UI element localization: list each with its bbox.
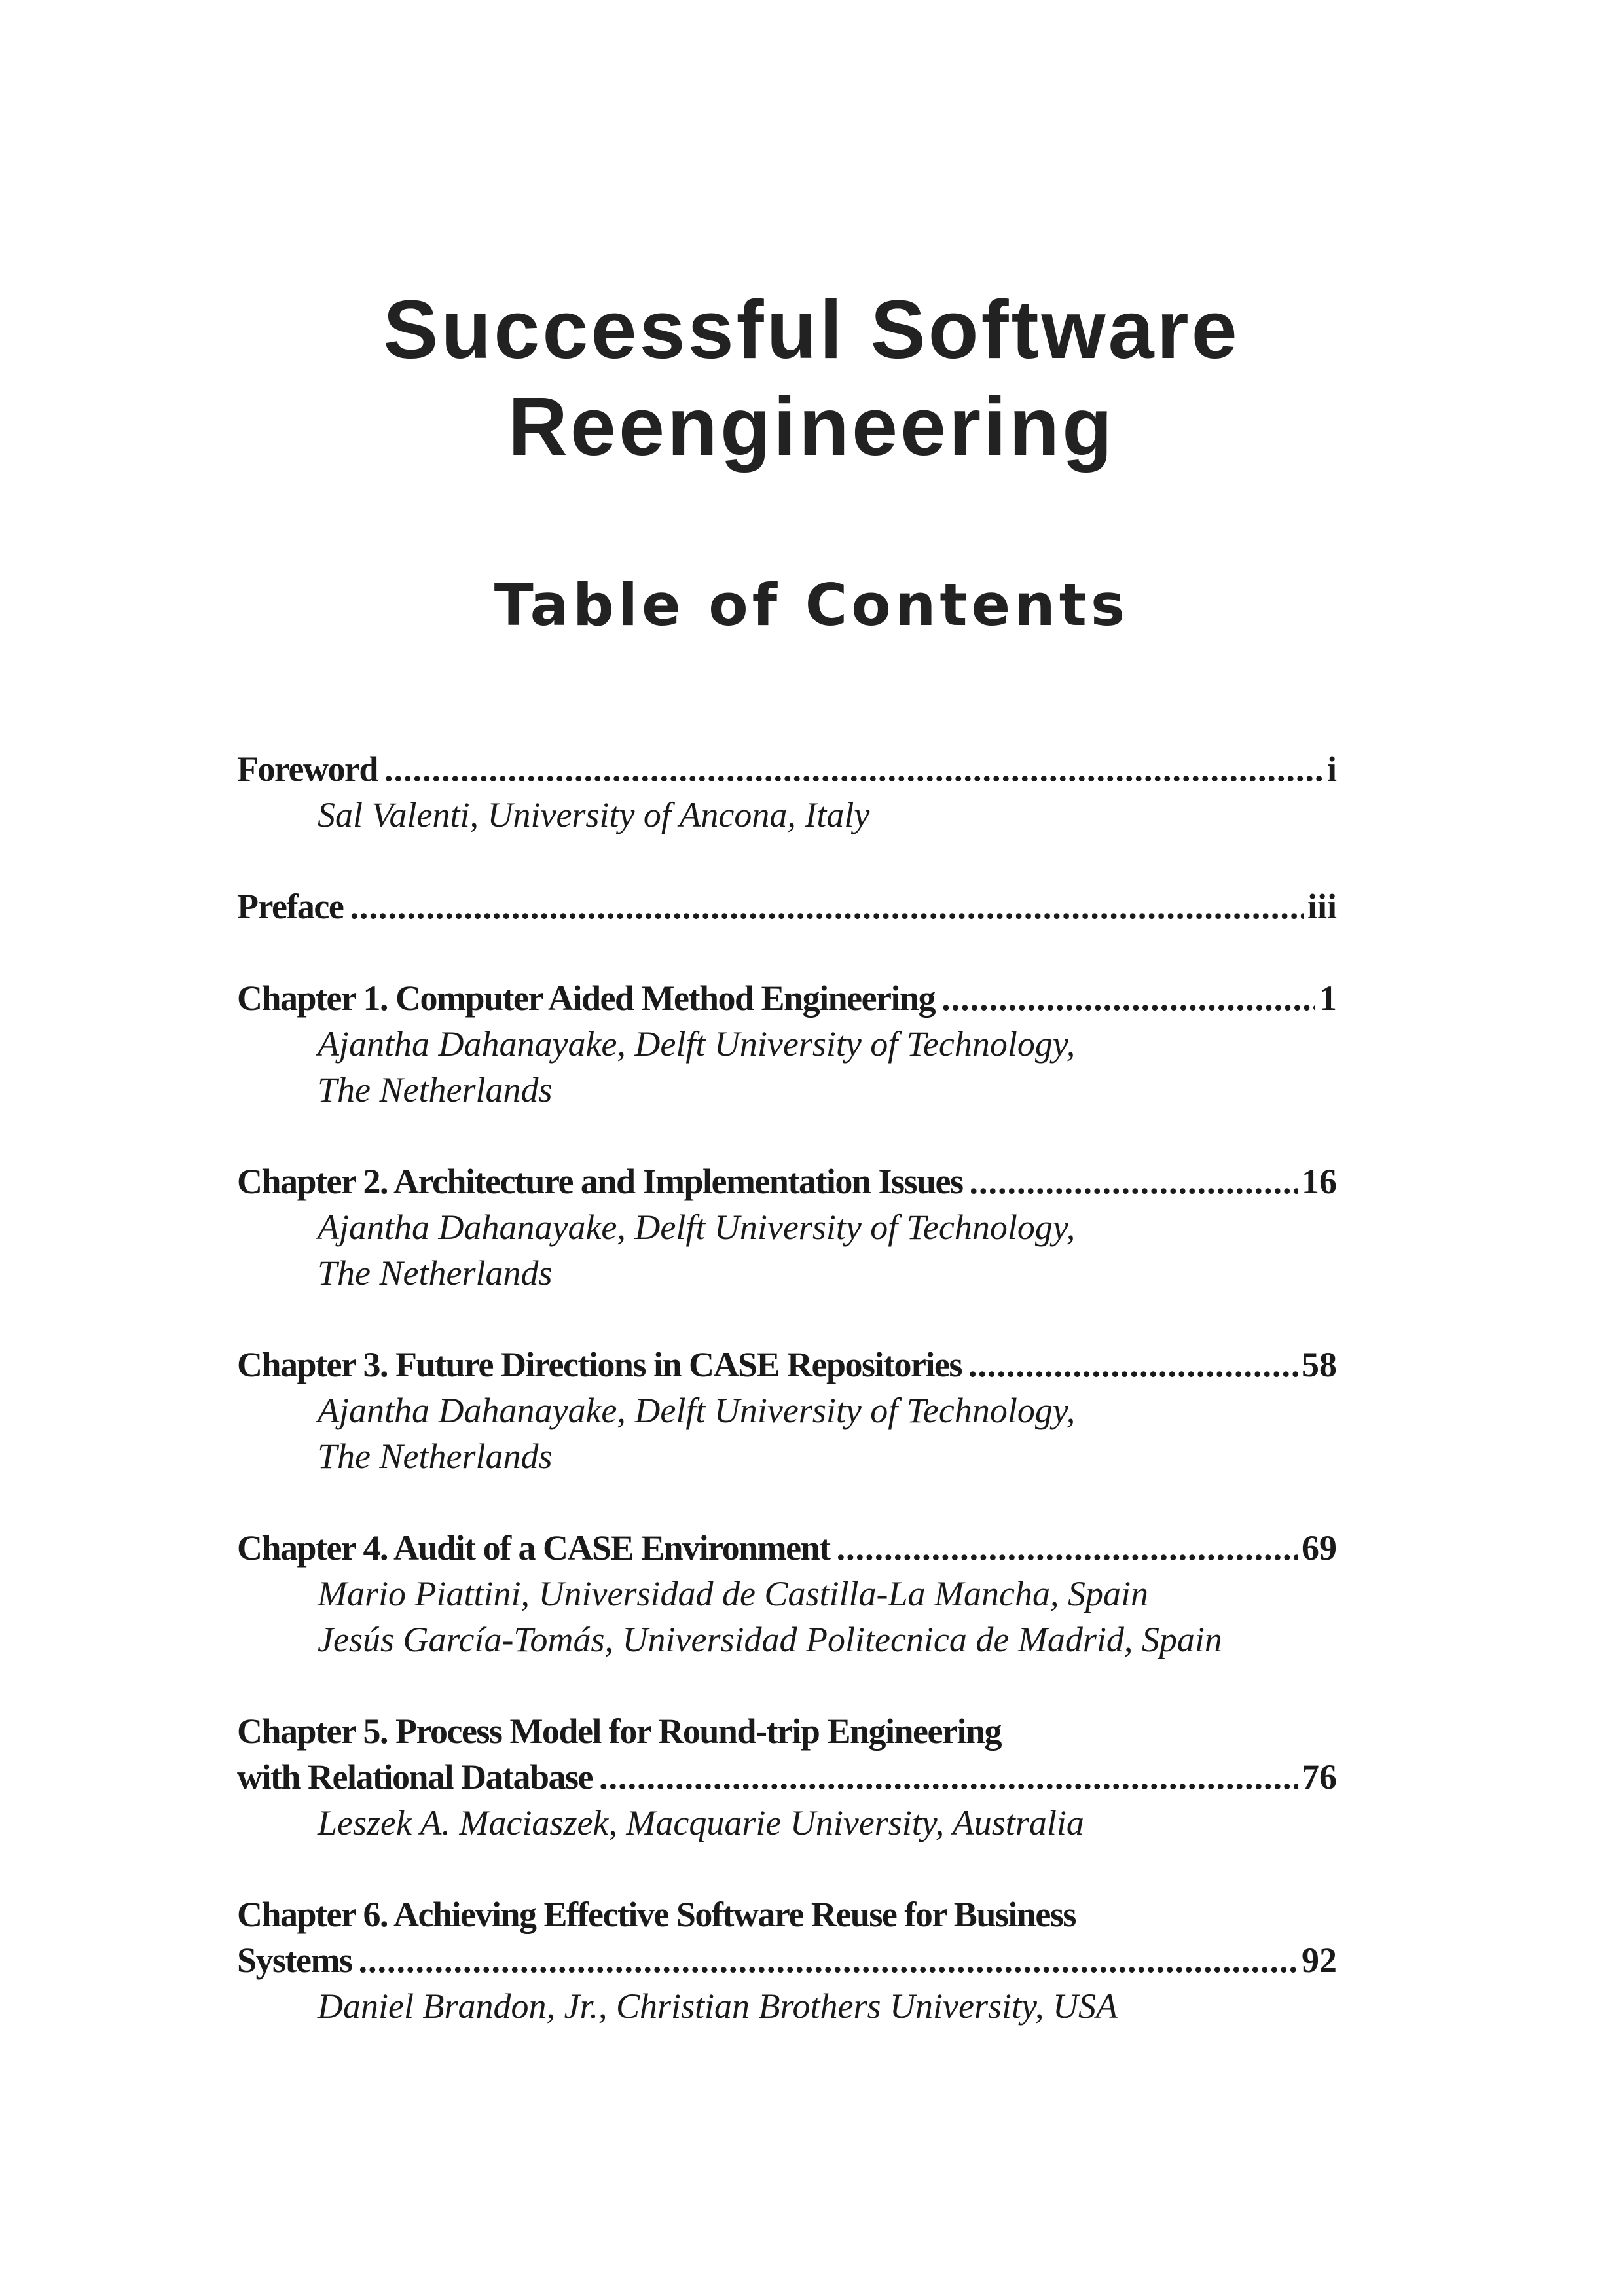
toc-entry-title: Chapter 6. Achieving Effective Software Reuse for Business — [237, 1895, 1076, 1934]
toc-entry-line[interactable] — [237, 1158, 1337, 1204]
toc-page-number: 1 — [1319, 978, 1337, 1018]
toc-entry-preface — [237, 884, 1337, 929]
toc-author: Daniel Brandon, Jr., Christian Brothers University, USA — [318, 1986, 1118, 2026]
toc-author: Leszek A. Maciaszek, Macquarie University, Australia — [318, 1803, 1084, 1842]
toc-page-number: iii — [1307, 887, 1337, 926]
toc-entry-foreword — [237, 746, 1337, 838]
toc-author: Ajantha Dahanayake, Delft University of Technology, — [318, 1208, 1076, 1247]
toc-entry-title: Chapter 5. Process Model for Round-trip Engineering — [237, 1712, 1001, 1751]
toc-entry-chapter-3 — [237, 1342, 1337, 1479]
toc-page-number: 69 — [1302, 1528, 1337, 1568]
toc-entry-title: Chapter 2. Architecture and Implementation Issues — [237, 1162, 963, 1201]
toc-author: Ajantha Dahanayake, Delft University of Technology, — [318, 1391, 1076, 1430]
book-title-line-2: Reengineering — [507, 380, 1116, 473]
toc-entry-title: Chapter 4. Audit of a CASE Environment — [237, 1528, 830, 1568]
dot-leader — [970, 1158, 1298, 1204]
toc-author-affiliation: The Netherlands — [318, 1437, 553, 1476]
toc-entry-chapter-2 — [237, 1158, 1337, 1296]
toc-page-number: 92 — [1302, 1941, 1337, 1980]
toc-author-affiliation: The Netherlands — [318, 1070, 553, 1109]
dot-leader — [384, 746, 1323, 792]
dot-leader — [968, 1342, 1298, 1388]
toc-author: Ajantha Dahanayake, Delft University of Technology, — [318, 1024, 1076, 1064]
book-title-line-1: Successful Software — [383, 283, 1240, 376]
toc-author-affiliation: The Netherlands — [318, 1253, 553, 1293]
toc-entry-title-first-line[interactable] — [237, 1892, 1337, 1937]
toc-entry-title-first-line[interactable] — [237, 1708, 1337, 1754]
toc-entry-chapter-4 — [237, 1525, 1337, 1662]
toc-entry-line[interactable] — [237, 1342, 1337, 1388]
toc-entry-line[interactable] — [237, 1525, 1337, 1571]
toc-author: Jesús García-Tomás, Universidad Politecnica de Madrid, Spain — [318, 1620, 1222, 1659]
dot-leader — [941, 975, 1315, 1021]
toc-entry-line[interactable] — [237, 1937, 1337, 1983]
dot-leader — [359, 1937, 1298, 1983]
toc-heading: Table of Contents — [494, 571, 1129, 639]
toc-entry-title-continued: with Relational Database — [237, 1757, 593, 1797]
toc-entry-title: Foreword — [237, 749, 378, 789]
toc-entry-chapter-1 — [237, 975, 1337, 1113]
toc-entry-title: Chapter 3. Future Directions in CASE Repositories — [237, 1345, 962, 1384]
book-title — [0, 281, 1623, 475]
table-of-contents — [237, 746, 1337, 2075]
toc-author: Sal Valenti, University of Ancona, Italy — [318, 795, 870, 834]
toc-page-number: 16 — [1302, 1162, 1337, 1201]
toc-entry-line[interactable] — [237, 1754, 1337, 1800]
toc-entry-title: Chapter 1. Computer Aided Method Engineering — [237, 978, 936, 1018]
toc-page-number: 58 — [1302, 1345, 1337, 1384]
toc-entry-title: Preface — [237, 887, 344, 926]
toc-entry-line[interactable] — [237, 884, 1337, 929]
dot-leader — [837, 1525, 1298, 1571]
toc-entry-title-continued: Systems — [237, 1941, 352, 1980]
toc-entry-line[interactable] — [237, 746, 1337, 792]
toc-author: Mario Piattini, Universidad de Castilla-La Mancha, Spain — [318, 1574, 1148, 1613]
toc-entry-chapter-6 — [237, 1892, 1337, 2029]
toc-page-number: i — [1326, 749, 1337, 789]
dot-leader — [350, 884, 1304, 929]
toc-entry-chapter-5 — [237, 1708, 1337, 1846]
dot-leader — [599, 1754, 1298, 1800]
toc-page-number: 76 — [1302, 1757, 1337, 1797]
toc-entry-line[interactable] — [237, 975, 1337, 1021]
